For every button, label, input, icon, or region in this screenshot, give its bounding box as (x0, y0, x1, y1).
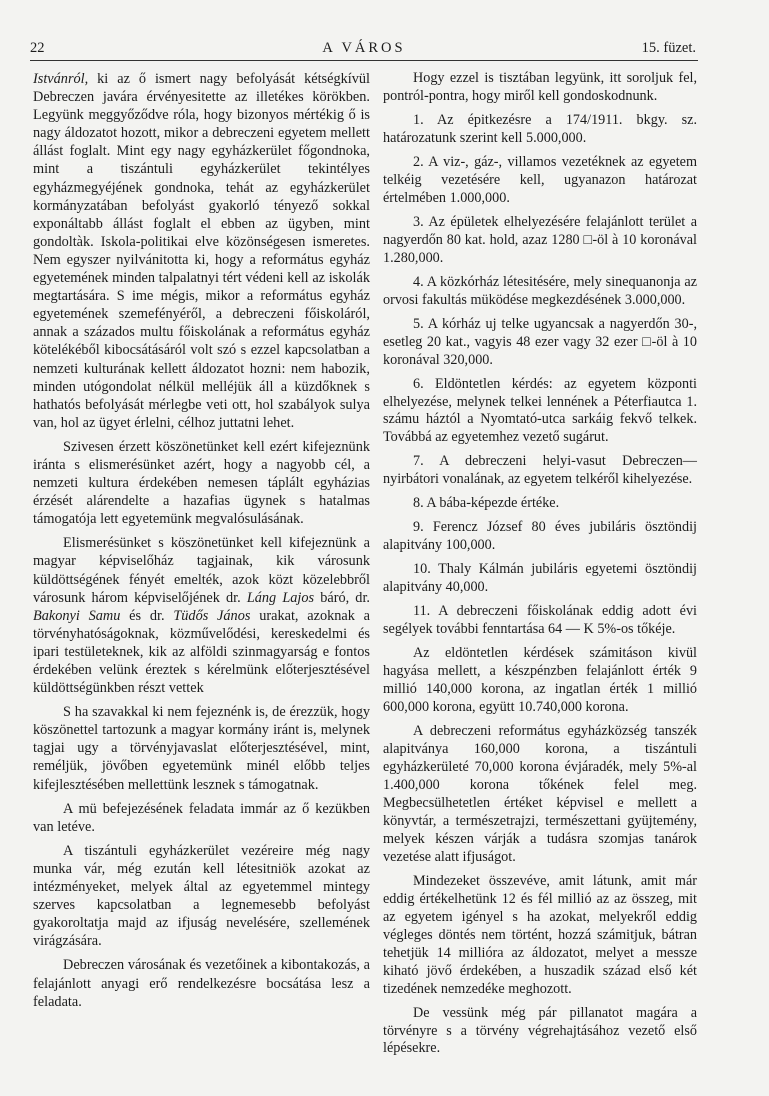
paragraph: Mindezeket összevéve, amit látunk, amit már eddig értékelhetünk 12 és fél millió az az összeg, mit az egyetem igényel s ha azokat, melyekről eddig végleges döntés nem történt, hozzá számitjuk, bátran tehetjük 14 millióra az áldozatot, melyet a messze kiható jövő érdekében, a huszadik század első két tizedének nemzedéke meghozott. (383, 872, 697, 997)
list-item: 1. Az épitkezésre a 174/1911. bkgy. sz. határozatunk szerint kell 5.000,000. (383, 111, 697, 146)
list-item: 2. A viz-, gáz-, villamos vezetéknek az egyetem telkéig vezetésére kell, ugyanazon határozat értelmében 1.000,000. (383, 153, 697, 206)
list-item: 6. Eldöntetlen kérdés: az egyetem központi elhelyezése, melynek telkei lennének a Péterfiautca 1. számu háztól a Nyomtató-utca sarkáig fekvő telkek. Továbbá az egyetemhez vezető sugárut. (383, 375, 697, 446)
person-name: Láng Lajos (246, 589, 315, 606)
list-item: 3. Az épületek elhelyezésére felajánlott terület a nagyerdőn 80 kat. hold, azaz 1280 □-öl à 10 koronával 1.280,000. (383, 213, 697, 266)
paragraph: A tiszántuli egyházkerület vezéreire még nagy munka vár, még ezután kell létesitniök azokat az intézményeket, melyek által az egyetemmel mintegy szerves kapcsolatban a legnemesebb befolyást gyakoroltatja majd az ifjuság nevelésére, szellemének virágzására. (33, 842, 370, 950)
right-column (383, 70, 697, 1064)
list-item: 7. A debreczeni helyi-vasut Debreczen—nyirbátori vonalának, az egyetem telkéről kihelyezése. (383, 453, 697, 488)
page-number: 22 (30, 40, 45, 56)
issue-number: 15. füzet. (641, 40, 696, 56)
list-item: 8. A bába-képezde értéke. (413, 495, 560, 512)
list-item: 10. Thaly Kálmán jubiláris egyetemi ösztöndij alapitvány 40,000. (383, 561, 697, 596)
paragraph: Debreczen városának és vezetőinek a kibontakozás, a felajánlott anyagi erő rendelkezésre bocsátása lesz a feladata. (33, 957, 370, 1010)
list-item: 4. A közkórház létesitésére, mely sinequanonja az orvosi fakultás müködése megkezdésének 3.000,000. (383, 273, 697, 308)
paragraph: A debreczeni református egyházközség tanszék alapitványa 160,000 korona, a tiszántuli egyházkerületé 70,000 korona évjáradék, mely 5%-al 1.400,000 korona tőkének felel meg. Megbecsülhetetlen értéket képvisel e mellett a könyvtár, a természetrajzi, természettani gyüjtemény, melyek készen várják a tudásra szomjas tanárok vezetése alatt ifjuságot. (383, 723, 697, 865)
paragraph: S ha szavakkal ki nem fejeznénk is, de érezzük, hogy köszönettel tartozunk a magyar kormány iránt is, melynek tagjai ugy a törvényjavaslat előterjesztésével, mint, reméljük, jövőben egyetemünk minél előbb teljes kifejlesztésében mellettünk lesznek s támogatnak. (33, 704, 370, 793)
paragraph: Istvánról, ki az ő ismert nagy befolyását kétségkívül Debreczen javára érvényesitette az illetékes körökben. Legyünk meggyőződve róla, hogy bizonyos mértékig ő is nagy áldozatot hozott, mikor a debreczeni egyetem mellett állást foglalt. Mint egy nagy egyházkerület főgondnoka, mint a tiszántuli egyházkerület tekintélyes egyházmegyéjének gondnoka, tehát az egyházkerület kormányzatában befolyást gyakorló tényező sokkal exponáltabb állást foglalt el ebben az ügyben, mint gondoltàk. Iskola-politikai elve közönségesen ismeretes. Nem egyszer nyilvánitotta ki, hogy a református egyház egyetemének minden talpalatnyi tért védeni kell az iskolák megtartására. S ime mégis, mikor a református egyház egyetemének szemefényéről, a debreczeni főiskoláról, annak a százados multu főiskolának a református egyház kötelékéből kibocsátásáról volt szó s ezzel kapcsolatban a nemzeti kulturának kellett áldozatot hozni: nem habozik, minden utógondolat nélkül melléjük áll a küzdőknek s hathatós befolyását mérlegbe veti ott, hol szabályok sulya van, hol az ügyet érlelni, célhoz juttatni lehet. (33, 71, 370, 431)
paragraph: Hogy ezzel is tisztában legyünk, itt soroljuk fel, pontról-pontra, hogy miről kell gondoskodnunk. (383, 70, 697, 104)
list-item: 11. A debreczeni főiskolának eddig adott évi segélyek további fenntartása 64 — K 5%-os tőkéje. (383, 603, 697, 638)
paragraph: Elismerésünket s köszönetünket kell kifejeznünk a magyar képviselőház tagjainak, kik városunk küldöttségének fényét emelték, azok közt közelebbről városunk három képviselőjének dr. Láng Lajos báró, dr. Bakonyi Samu és dr. Tüdős János urakat, azoknak a törvényhatóságoknak, közművelődési, kereskedelmi és ipari testületeknek, kik az alföldi szinmagyarság e fontos érdekében velünk éreztek s kérelmünk előterjesztésével küldöttségünkben részt vettek (33, 535, 371, 697)
left-column (33, 70, 370, 1017)
person-name: Bakonyi Samu (33, 607, 121, 624)
paragraph: Az eldöntetlen kérdések számitáson kivül hagyása mellett, a készpénzben felajánlott érték 9 millió 140,000 korona, az ingatlan érték 1 millió 600,000 korona, együtt 10.740,000 korona. (383, 645, 697, 716)
paragraph: A mü befejezésének feladata immár az ő kezükben van letéve. (33, 800, 370, 835)
list-item: 5. A kórház uj telke ugyancsak a nagyerdőn 30-, esetleg 20 kat., vagyis 48 ezer vagy 32 ezer □-öl à 10 koronával 320,000. (383, 315, 697, 368)
list-item: 9. Ferencz József 80 éves jubiláris ösztöndij alapitvány 100,000. (383, 519, 697, 554)
person-name: Tüdős János (173, 607, 251, 624)
page-header (30, 34, 698, 61)
paragraph: Szivesen érzett köszönetünket kell ezért kifejeznünk iránta s elismerésünket azért, hogy a nagyobb cél, a nemzeti kultura érdekében nemesen táplált egyházias érzését alárendelte a hazafias ügynek s hatalmas támogatója lett egyetemünk megvalósulásának. (33, 438, 370, 528)
running-title: A VÁROS (322, 40, 406, 56)
paragraph: De vessünk még pár pillanatot magára a törvényre s a törvény végrehajtásához vezető első lépésekre. (383, 1004, 697, 1057)
person-name: Istvánról, (33, 71, 89, 87)
